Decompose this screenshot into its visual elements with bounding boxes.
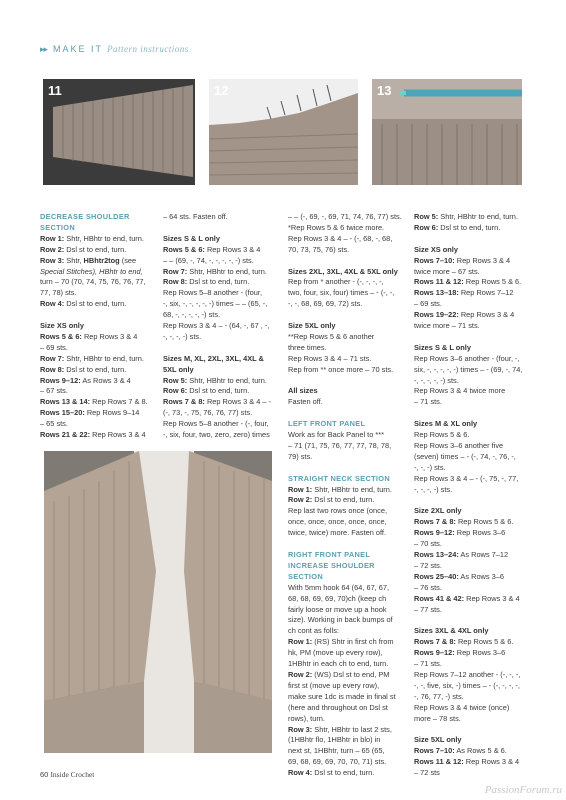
instruction-line: Rows 11 & 12: Rep Rows 3 & 4 [414, 757, 520, 767]
instruction-line: Row 4: Dsl st to end, turn. [288, 768, 375, 778]
instruction-line: ch cont as folls: [288, 626, 339, 636]
size-heading: Size XS only [40, 321, 84, 331]
instruction-line: hk, PM (move up every row), [288, 648, 383, 658]
crochet-hook-illustration [372, 79, 522, 185]
instruction-line: – 71 (71, 75, 76, 77, 77, 78, 78, [288, 440, 392, 450]
section-subtitle: Pattern instructions [107, 44, 189, 54]
watermark: PassionForum.ru [484, 784, 562, 796]
instruction-line: Rows 13–18: Rep Rows 7–12 [414, 288, 514, 298]
text-column-1 [40, 212, 160, 441]
instruction-line: Rep from ** once more – 70 sts. [288, 364, 394, 374]
instruction-line: – 72 sts. [414, 560, 442, 570]
instruction-line: Row 8: Dsl st to end, turn. [40, 364, 127, 374]
size-heading: Sizes 3XL & 4XL only [414, 626, 489, 636]
instruction-line: next st, 1HBhtr, turn – 65 (65, [288, 746, 385, 756]
instruction-line: Rep Rows 3 & 4 – - (-, 75, -, 77, [414, 473, 519, 483]
instruction-line: -, -, -, -) sts. [163, 331, 202, 341]
heading-right-front-panel: RIGHT FRONT PANEL [288, 550, 371, 559]
size-heading: Size XS only [414, 244, 458, 254]
instruction-line: Row 2: Dsl st to end, turn. [40, 244, 127, 254]
instruction-line: Row 3: Shtr, HBhtr to last 2 sts, [288, 724, 392, 734]
heading-decrease-shoulder-cont: SECTION [40, 222, 75, 232]
instruction-line: first st (move up every row), [288, 680, 380, 690]
heading-increase-shoulder: INCREASE SHOULDER [288, 560, 375, 570]
instruction-line: Rows 25–40: As Rows 3–6 [414, 571, 504, 581]
instruction-line: – 72 sts [414, 768, 440, 778]
size-heading: Size 2XL only [414, 506, 462, 516]
instruction-line: -, -, -) sts. [414, 462, 446, 472]
instruction-line: Rows 7–10: As Rows 5 & 6. [414, 746, 507, 756]
instruction-line: 1HBhtr in each ch to end, turn. [288, 659, 389, 669]
text-column-2 [163, 212, 287, 441]
instruction-line: 69, 68, 69, 69, 70, 70, 71) sts. [288, 757, 387, 767]
cardigan-photo [44, 451, 272, 753]
instruction-line: Rows 7 & 8: Rep Rows 5 & 6. [414, 517, 514, 527]
instruction-line: Rows 7–10: Rep Rows 3 & 4 [414, 255, 511, 265]
instruction-line: – 69 sts. [40, 342, 68, 352]
instruction-line: Fasten off. [288, 397, 323, 407]
instruction-line: fairly loose or move up a hook [288, 604, 387, 614]
instruction-line: 79) sts. [288, 451, 313, 461]
instruction-line: Row 8: Dsl st to end, turn. [163, 277, 250, 287]
section-header [40, 44, 189, 55]
instruction-line: Rows 11 & 12: Rep Rows 5 & 6. [414, 277, 522, 287]
instruction-line: (seven) times – - (-, 74, -, 76, -, [414, 451, 516, 461]
instruction-line: Work as for Back Panel to *** [288, 430, 384, 440]
step-photo-11 [43, 79, 195, 185]
photo-number: 12 [214, 83, 229, 98]
instruction-line: more – 78 sts. [414, 713, 461, 723]
cardigan-illustration [44, 451, 272, 753]
instruction-line: Rows 9–12: As Rows 3 & 4 [40, 375, 131, 385]
instruction-line: Row 2: (WS) Dsl st to end, PM [288, 669, 390, 679]
size-heading: Sizes M & XL only [414, 419, 478, 429]
instruction-line: – 67 sts. [40, 386, 68, 396]
instruction-line: Row 5: Shtr, HBhtr to end, turn. [163, 375, 267, 385]
instruction-line: Rep Rows 3 & 4 – 71 sts. [288, 353, 372, 363]
instruction-line: Rows 41 & 42: Rep Rows 3 & 4 [414, 593, 520, 603]
photo-number: 13 [377, 83, 392, 98]
instruction-line: Rep from * another - (-, -, -, -, [288, 277, 384, 287]
photo-number: 11 [48, 83, 62, 98]
size-heading: Sizes S & L only [163, 233, 220, 243]
instruction-line: Rep Rows 7–12 another - (-, -, -, [414, 669, 521, 679]
instruction-line: make sure 1dc is made in final st [288, 691, 396, 701]
instruction-line: Row 3: Shtr, HBhtr2tog (see [40, 255, 137, 265]
instruction-line: (-, 73, -, 75, 76, 76, 77) sts. [163, 408, 253, 418]
page-number: 60 [40, 770, 49, 779]
size-heading: Size 5XL only [288, 321, 336, 331]
step-photo-12 [209, 79, 358, 185]
size-heading: Sizes M, XL, 2XL, 3XL, 4XL & [163, 353, 264, 363]
section-title: MAKE IT [53, 44, 104, 54]
instruction-line: Row 6: Dsl st to end, turn. [163, 386, 250, 396]
instruction-line: With 5mm hook 64 (64, 67, 67, [288, 582, 390, 592]
instruction-line: Rows 19–22: Rep Rows 3 & 4 [414, 310, 515, 320]
instruction-line: -, -, -, -) sts. [414, 484, 453, 494]
page-footer [40, 770, 94, 779]
instruction-line: – – (-, 69, -, 69, 71, 74, 76, 77) sts. [288, 212, 402, 221]
heading-decrease-shoulder: DECREASE SHOULDER [40, 212, 130, 221]
instruction-line: Row 5: Shtr, HBhtr to end, turn. [414, 212, 518, 221]
instruction-line: twice, twice) more. Fasten off. [288, 528, 387, 538]
instruction-line: Rows 9–12: Rep Rows 3–6 [414, 528, 506, 538]
instruction-line: Row 4: Dsl st to end, turn. [40, 299, 127, 309]
instruction-line: Rep Rows 3 & 4 – - (-, 68, -, 68, [288, 233, 393, 243]
text-column-4 [414, 212, 536, 779]
instruction-line: -, six, -, -, -, -, -) times – – (65, -, [163, 299, 268, 309]
instruction-line: twice more – 67 sts. [414, 266, 480, 276]
instruction-line: Row 2: Dsl st to end, turn. [288, 495, 375, 505]
heading-left-front-panel: LEFT FRONT PANEL [288, 419, 366, 429]
instruction-line: Row 7: Shtr, HBhtr to end, turn. [163, 266, 267, 276]
instruction-line: Rows 13–24: As Rows 7–12 [414, 550, 509, 560]
instruction-line: Rows 13 & 14: Rep Rows 7 & 8. [40, 397, 148, 407]
instruction-line: – 71 sts. [414, 659, 442, 669]
instruction-line: Rep Rows 5 & 6. [414, 430, 470, 440]
step-photo-13 [372, 79, 522, 185]
instruction-line: Rows 5 & 6: Rep Rows 3 & 4 [40, 331, 138, 341]
instruction-line: 70, 73, 75, 76) sts. [288, 244, 350, 254]
size-heading: Sizes S & L only [414, 342, 471, 352]
instruction-line: – 69 sts. [414, 299, 442, 309]
instruction-line: Rep Rows 3–6 another - (four, -, [414, 353, 520, 363]
instruction-line: two, four, six, four) times – - (-, -, [288, 288, 395, 298]
instruction-line: Rows 21 & 22: Rep Rows 3 & 4 [40, 430, 146, 440]
instruction-line: **Rep Rows 5 & 6 another [288, 331, 375, 341]
instruction-line: Row 1: Shtr, HBhtr to end, turn. [288, 484, 392, 494]
instruction-line: – 71 sts. [414, 397, 442, 407]
instruction-line: Rep Rows 3 & 4 twice (once) [414, 702, 510, 712]
instruction-line: six, -, -, -, -, -) times – - (69, -, 74, [414, 364, 523, 374]
instruction-line: Rows 7 & 8: Rep Rows 5 & 6. [414, 637, 514, 647]
text-column-3 [288, 212, 410, 779]
instruction-line: 77, 78) sts. [40, 288, 77, 298]
instruction-line: once, once, once, once, once, [288, 517, 387, 527]
knitted-piece-illustration [43, 79, 195, 185]
instruction-line: rows), turn. [288, 713, 325, 723]
instruction-line: – – (69, -, 74, -, -, -, -, -) sts. [163, 255, 254, 265]
size-heading: Sizes 2XL, 3XL, 4XL & 5XL only [288, 266, 398, 276]
instruction-line: twice more – 71 sts. [414, 321, 480, 331]
instruction-line: Rep Rows 5–8 another - (four, [163, 288, 263, 298]
instruction-line: Row 7: Shtr, HBhtr to end, turn. [40, 353, 144, 363]
instruction-line: Rep Rows 5–8 another - (-, four, [163, 419, 269, 429]
instruction-line: – 76 sts. [414, 582, 442, 592]
instruction-line: -, -, -, -, -) sts. [414, 375, 459, 385]
instruction-line: Rows 15–20: Rep Rows 9–14 [40, 408, 140, 418]
instruction-line: -, -, 68, 69, 69, 72) sts. [288, 299, 363, 309]
instruction-line: – 77 sts. [414, 604, 442, 614]
instruction-line: Special Stitches), HBhtr to end, [40, 266, 143, 276]
instruction-line: turn – 70 (70, 74, 75, 76, 76, 77, [40, 277, 146, 287]
instruction-line: 68, -, -, -, -, -) sts. [163, 310, 221, 320]
instruction-line: – 70 sts. [414, 539, 442, 549]
instruction-line: -, -, five, six, -) times – - (-, -, -, -, [414, 680, 520, 690]
instruction-line: Rep Rows 3–6 another five [414, 440, 504, 450]
instruction-line: 68, 68, 69, 69, 70)ch (keep ch [288, 593, 387, 603]
shoulder-shaping-illustration [209, 79, 358, 185]
magazine-name: Inside Crochet [50, 770, 95, 779]
instruction-line: Row 1: Shtr, HBhtr to end, turn. [40, 233, 144, 243]
instruction-line: *Rep Rows 5 & 6 twice more. [288, 222, 385, 232]
instruction-line: Rows 9–12: Rep Rows 3–6 [414, 648, 506, 658]
instruction-line: -, 76, 77, -) sts. [414, 691, 464, 701]
double-arrow-icon: ▸▸ [40, 44, 48, 54]
size-heading: 5XL only [163, 364, 194, 374]
instruction-line: Row 6: Dsl st to end, turn. [414, 222, 501, 232]
instruction-line: (1HBhtr flo, 1HBhtr in blo) in [288, 735, 381, 745]
instruction-line: – 65 sts. [40, 419, 68, 429]
instruction-line: Rows 5 & 6: Rep Rows 3 & 4 [163, 244, 261, 254]
instruction-line: Rep Rows 3 & 4 – - (64, -, 67 , -, [163, 321, 270, 331]
size-heading: Size 5XL only [414, 735, 462, 745]
instruction-line: Rep Rows 3 & 4 twice more [414, 386, 506, 396]
instruction-line: Rows 7 & 8: Rep Rows 3 & 4 – - [163, 397, 272, 407]
heading-straight-neck: STRAIGHT NECK SECTION [288, 473, 390, 483]
size-heading: All sizes [288, 386, 318, 396]
instruction-line: – 64 sts. Fasten off. [163, 212, 228, 221]
instruction-line: three times. [288, 342, 327, 352]
instruction-line: Row 1: (RS) Shtr in first ch from [288, 637, 394, 647]
instruction-line: Rep last two rows once (once, [288, 506, 387, 516]
instruction-line: size). Working in back bumps of [288, 615, 393, 625]
heading-increase-shoulder-cont: SECTION [288, 571, 323, 581]
instruction-line: (here and throughout on Dsl st [288, 702, 388, 712]
instruction-line: -, six, four, two, zero, zero) times [163, 430, 270, 440]
